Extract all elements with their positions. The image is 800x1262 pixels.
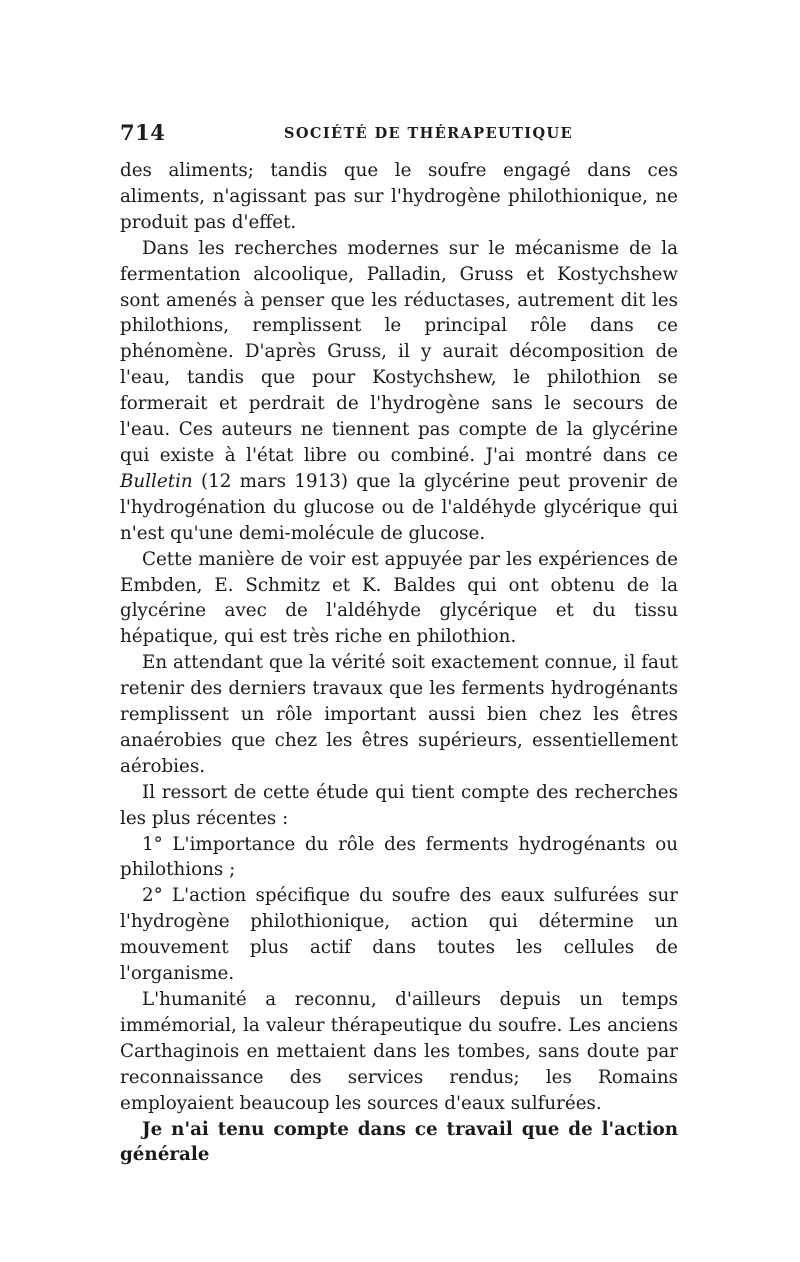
body-text — [120, 158, 678, 1168]
paragraph-fermentation-text-before: Dans les recherches modernes sur le mécanisme de la fermentation alcoolique, Palladin, Gruss et Kostychshew sont amenés à penser que les réductases, autrement dit les philothions, remplissent le principal rôle dans ce phénomène. D'après Gruss, il y aurait décomposition de l'eau, tandis que pour Kostychshew, le philothion se formerait et perdrait de l'hydrogène sans le secours de l'eau. Ces auteurs ne tiennent pas compte de la glycérine qui existe à l'état libre ou combiné. J'ai montré dans ce — [120, 237, 678, 466]
paragraph-fermentation — [120, 236, 678, 547]
paragraph-point-two: 2° L'action spécifique du soufre des eaux sulfurées sur l'hydrogène philothionique, action qui détermine un mouvement plus actif dans toutes les cellules de l'organisme. — [120, 885, 678, 985]
paragraph-point-one: 1° L'importance du rôle des ferments hydrogénants ou philothions ; — [120, 833, 678, 881]
paragraph-experiences: Cette manière de voir est appuyée par les expériences de Embden, E. Schmitz et K. Baldes qui ont obtenu de la glycérine avec de l'aldéhyde glycérique et du tissu hépatique, qui est très riche en philothion. — [120, 548, 678, 648]
page-header — [120, 120, 680, 150]
page-number: 714 — [120, 120, 166, 145]
paragraph-continuation: des aliments; tandis que le soufre engagé dans ces aliments, n'agissant pas sur l'hydrogène philothionique, ne produit pas d'effet. — [120, 160, 678, 233]
paragraph-final-line: Je n'ai tenu compte dans ce travail que de l'action générale — [120, 1118, 678, 1166]
paragraph-conclusion-intro: Il ressort de cette étude qui tient compte des recherches les plus récentes : — [120, 781, 678, 829]
paragraph-ferments: En attendant que la vérité soit exactement connue, il faut retenir des derniers travaux que les ferments hydrogénants remplissent un rôle important aussi bien chez les êtres anaérobies que chez les êtres supérieurs, essentiellement aérobies. — [120, 652, 678, 777]
bulletin-italic: Bulletin — [120, 470, 193, 492]
paragraph-fermentation-text-after: (12 mars 1913) que la glycérine peut provenir de l'hydrogénation du glucose ou de l'aldéhyde glycérique qui n'est qu'une demi-molécule de glucose. — [120, 470, 678, 544]
paragraph-history: L'humanité a reconnu, d'ailleurs depuis un temps immémorial, la valeur thérapeutique du soufre. Les anciens Carthaginois en mettaient dans les tombes, sans doute par reconnaissance des services rendus; les Romains employaient beaucoup les sources d'eaux sulfurées. — [120, 989, 678, 1114]
running-title: SOCIÉTÉ DE THÉRAPEUTIQUE — [284, 125, 573, 142]
